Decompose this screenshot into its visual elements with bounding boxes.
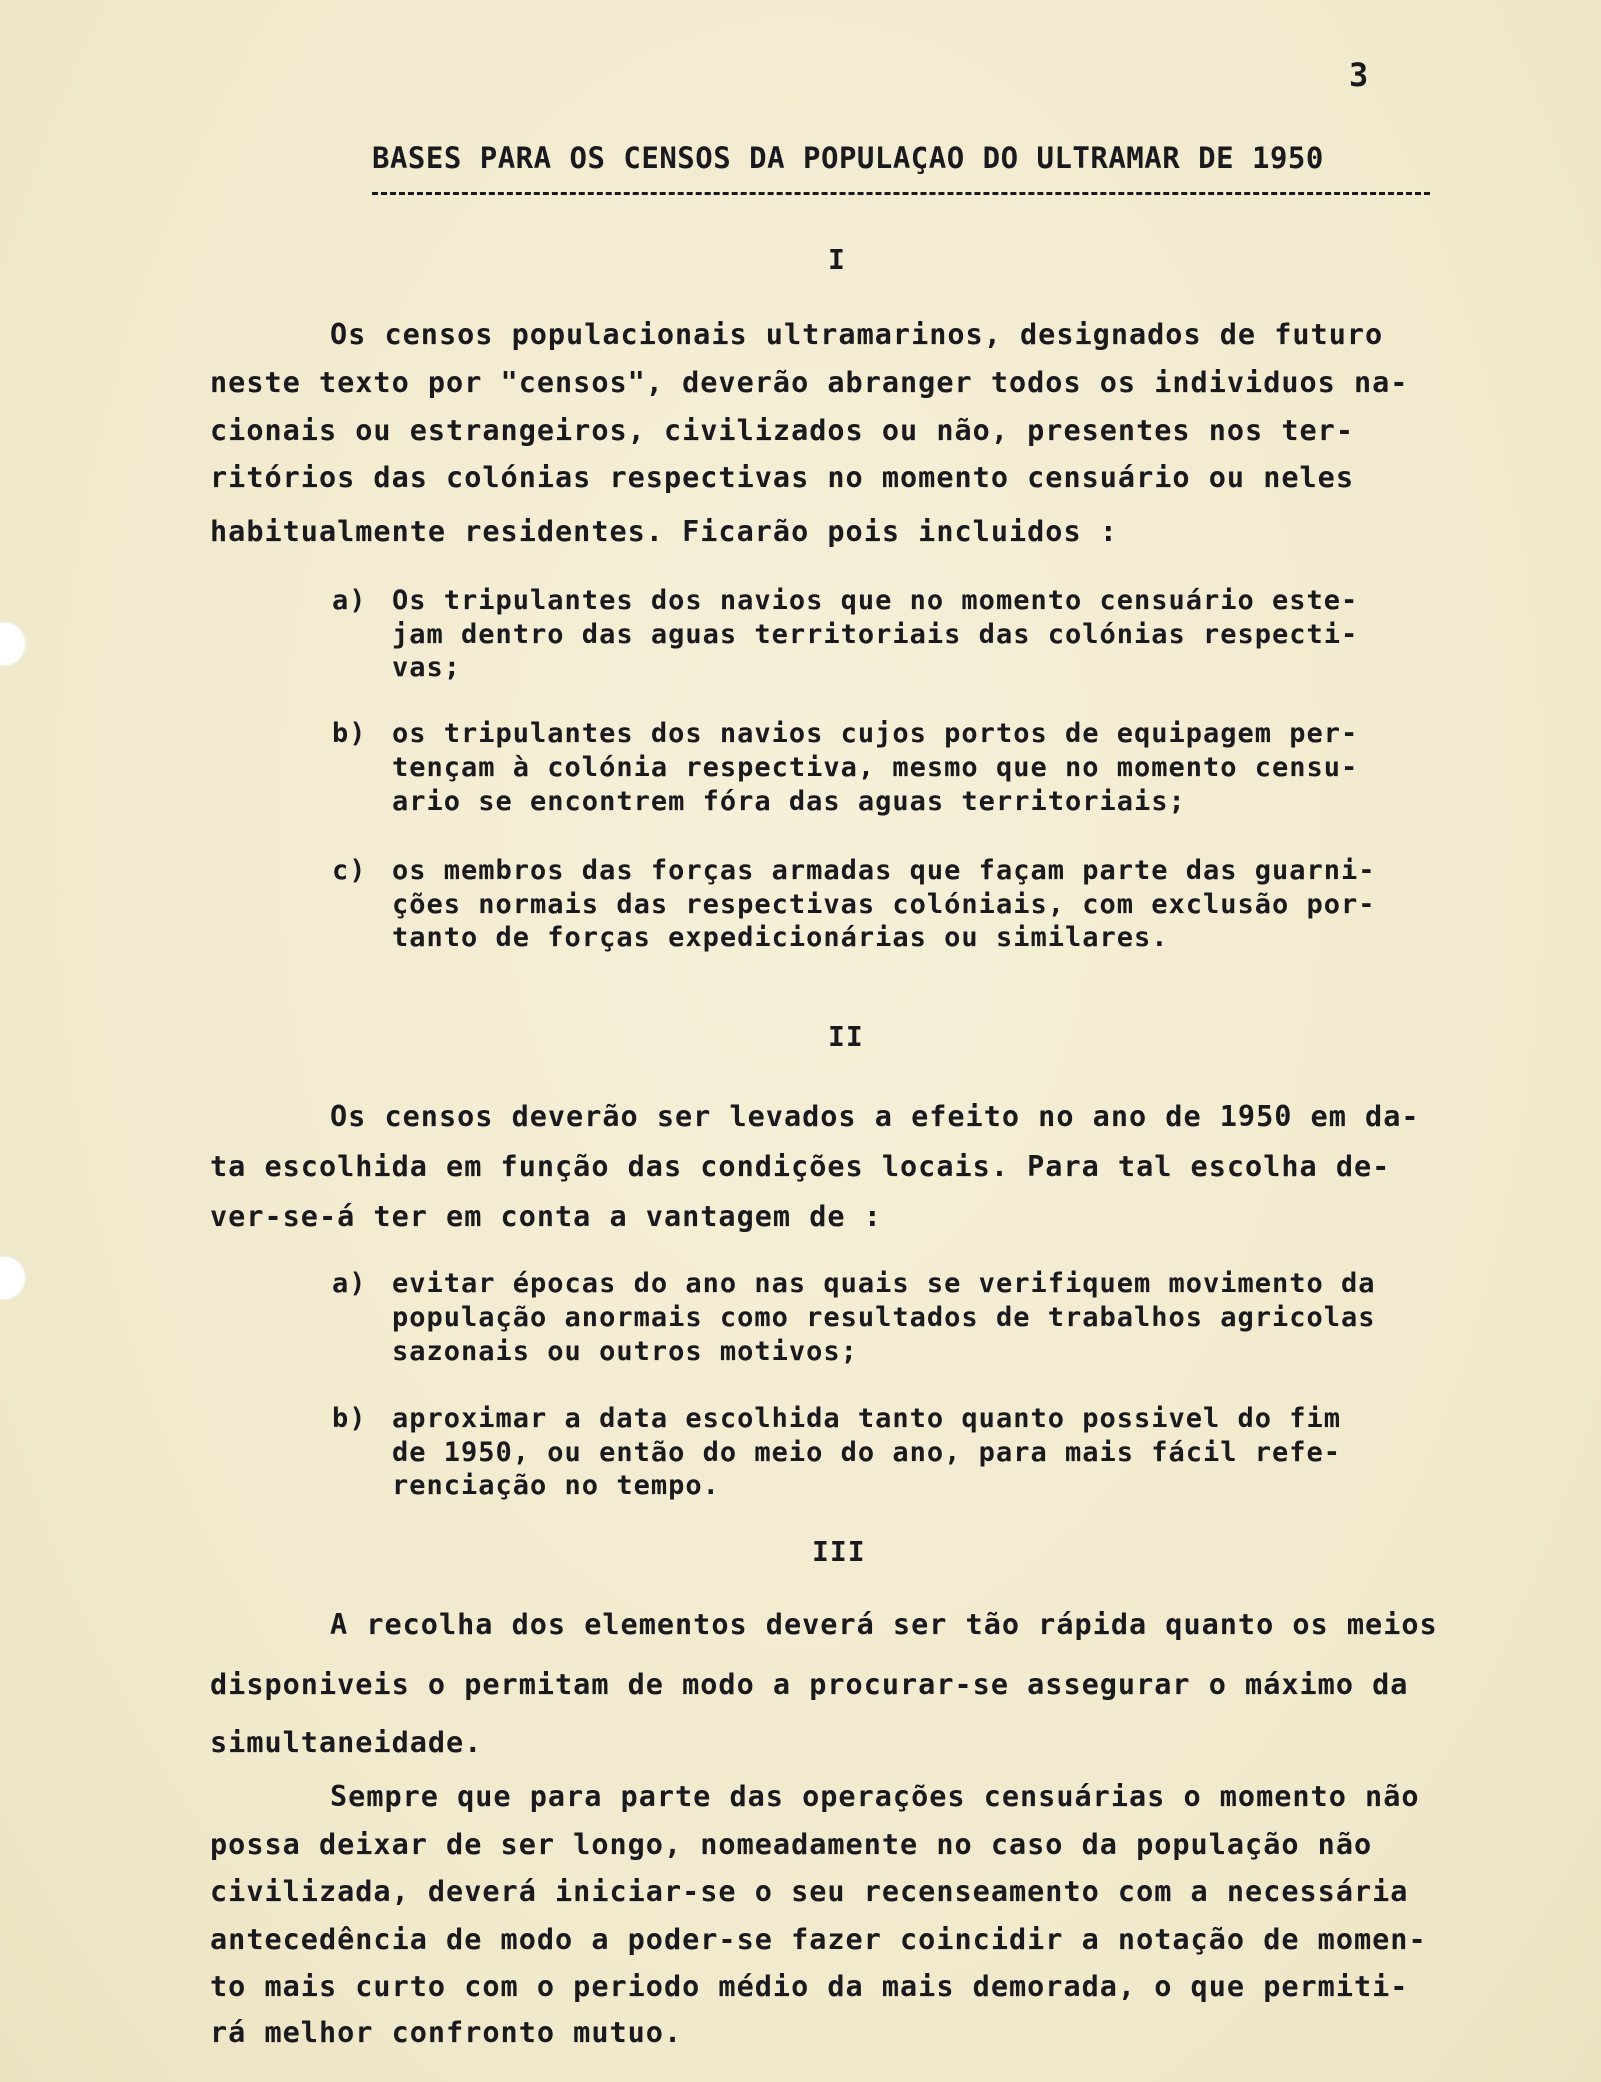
- list-item-line: aproximar a data escolhida tanto quanto possivel do fim: [392, 1403, 1342, 1434]
- section-numeral: II: [828, 1020, 864, 1053]
- list-item-line: vas;: [392, 652, 462, 683]
- paragraph-line: simultaneidade.: [210, 1726, 483, 1759]
- list-item-line: sazonais ou outros motivos;: [392, 1336, 858, 1367]
- page-number: 3: [1349, 56, 1370, 94]
- paragraph-line: ver-se-á ter em conta a vantagem de :: [210, 1200, 882, 1233]
- paragraph-line: ta escolhida em função das condições locais. Para tal escolha de-: [210, 1150, 1391, 1183]
- paragraph-line: rá melhor confronto mutuo.: [210, 2016, 683, 2049]
- paragraph-line: to mais curto com o periodo médio da mais demorada, o que permiti-: [210, 1970, 1409, 2003]
- paragraph-line: Os censos deverão ser levados a efeito no ano de 1950 em da-: [330, 1100, 1420, 1133]
- paragraph-line: habitualmente residentes. Ficarão pois incluidos :: [210, 515, 1118, 548]
- paragraph-line: civilizada, deverá iniciar-se o seu recenseamento com a necessária: [210, 1875, 1409, 1908]
- list-marker: b): [332, 1403, 367, 1434]
- paragraph-line: neste texto por "censos", deverão abranger todos os individuos na-: [210, 366, 1409, 399]
- list-item-line: os membros das forças armadas que façam parte das guarni-: [392, 855, 1376, 886]
- list-item-line: tanto de forças expedicionárias ou similares.: [392, 922, 1169, 953]
- document-title: BASES PARA OS CENSOS DA POPULAÇAO DO ULTRAMAR DE 1950: [372, 141, 1324, 175]
- punch-hole: [0, 1256, 26, 1300]
- punch-hole: [0, 622, 26, 666]
- paragraph-line: possa deixar de ser longo, nomeadamente no caso da população não: [210, 1828, 1373, 1861]
- list-item-line: Os tripulantes dos navios que no momento censuário este-: [392, 585, 1359, 616]
- list-marker: b): [332, 718, 367, 749]
- list-item-line: ções normais das respectivas colóniais, com exclusão por-: [392, 889, 1376, 920]
- paragraph-line: Sempre que para parte das operações censuárias o momento não: [330, 1780, 1420, 1813]
- paragraph-line: antecedência de modo a poder-se fazer coincidir a notação de momen-: [210, 1923, 1427, 1956]
- paragraph-line: disponiveis o permitam de modo a procurar-se assegurar o máximo da: [210, 1668, 1409, 1701]
- list-marker: a): [332, 1268, 367, 1299]
- list-item-line: de 1950, ou então do meio do ano, para mais fácil refe-: [392, 1437, 1342, 1468]
- section-numeral: III: [812, 1535, 866, 1568]
- paragraph-line: cionais ou estrangeiros, civilizados ou não, presentes nos ter-: [210, 414, 1354, 447]
- list-item-line: evitar épocas do ano nas quais se verifiquem movimento da: [392, 1268, 1376, 1299]
- list-marker: a): [332, 585, 367, 616]
- paragraph-line: A recolha dos elementos deverá ser tão rápida quanto os meios: [330, 1608, 1438, 1641]
- list-item-line: renciação no tempo.: [392, 1470, 720, 1501]
- section-numeral: I: [828, 243, 846, 276]
- list-item-line: ario se encontrem fóra das aguas territoriais;: [392, 786, 1186, 817]
- paragraph-line: Os censos populacionais ultramarinos, designados de futuro: [330, 318, 1384, 351]
- list-item-line: os tripulantes dos navios cujos portos de equipagem per-: [392, 718, 1359, 749]
- list-item-line: tençam à colónia respectiva, mesmo que no momento censu-: [392, 752, 1359, 783]
- list-item-line: população anormais como resultados de trabalhos agricolas: [392, 1302, 1376, 1333]
- paragraph-line: ritórios das colónias respectivas no momento censuário ou neles: [210, 461, 1354, 494]
- list-item-line: jam dentro das aguas territoriais das colónias respecti-: [392, 619, 1359, 650]
- list-marker: c): [332, 855, 367, 886]
- title-underline: [372, 192, 1430, 195]
